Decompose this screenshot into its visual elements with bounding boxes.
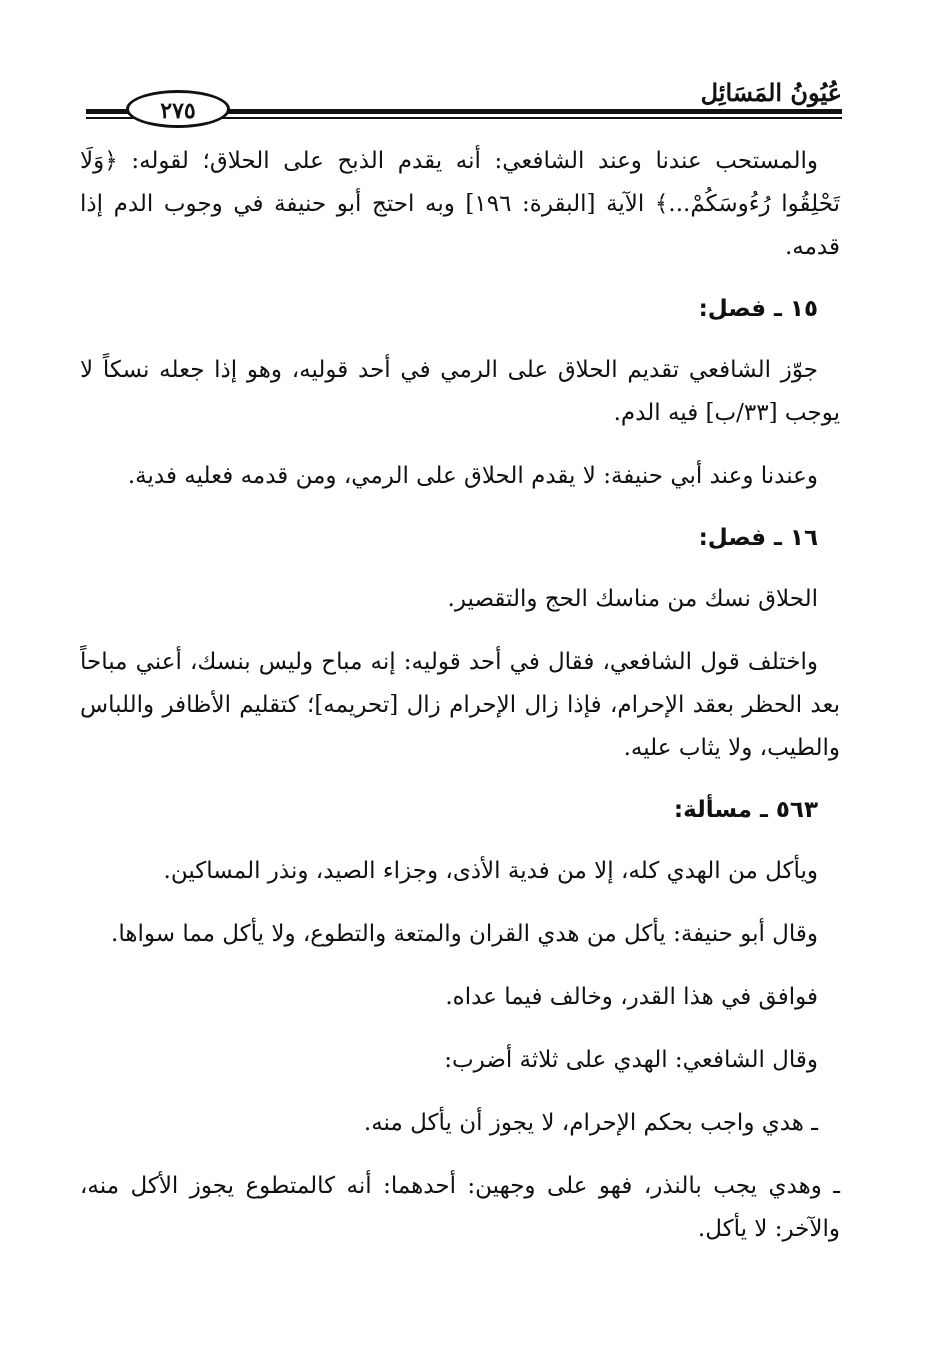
paragraph: والمستحب عندنا وعند الشافعي: أنه يقدم الذبح على الحلاق؛ لقوله: ﴿وَلَا تَحْلِقُوا رُءُوسَكُمْ...﴾ الآية [البقرة: ١٩٦] وبه احتج أبو حنيفة في وجوب الدم إذا قدمه. bbox=[80, 148, 840, 260]
section-heading bbox=[80, 518, 840, 558]
paragraph: ويأكل من الهدي كله، إلا من فدية الأذى، وجزاء الصيد، ونذر المساكين. bbox=[163, 858, 818, 884]
paragraph: واختلف قول الشافعي، فقال في أحد قوليه: إنه مباح وليس بنسك، أعني مباحاً بعد الحظر بعقد الإحرام، فإذا زال الإحرام زال [تحريمه]؛ كتقليم الأظافر واللباس والطيب، ولا يثاب عليه. bbox=[80, 649, 840, 761]
paragraph: وقال الشافعي: الهدي على ثلاثة أضرب: bbox=[444, 1047, 818, 1073]
page-number: ٢٧٥ bbox=[126, 90, 230, 128]
section-heading-text: ١٦ ـ فصل: bbox=[698, 525, 818, 551]
page-header bbox=[86, 72, 842, 126]
paragraph: الحلاق نسك من مناسك الحج والتقصير. bbox=[447, 586, 818, 612]
section-heading-text: ١٥ ـ فصل: bbox=[698, 296, 818, 322]
issue-heading bbox=[80, 790, 840, 830]
paragraph: وقال أبو حنيفة: يأكل من هدي القران والمتعة والتطوع، ولا يأكل مما سواها. bbox=[111, 921, 818, 947]
paragraph: فوافق في هذا القدر، وخالف فيما عداه. bbox=[445, 984, 818, 1010]
section-heading bbox=[80, 289, 840, 329]
issue-heading-text: ٥٦٣ ـ مسألة: bbox=[673, 797, 818, 823]
list-item: ـ وهدي يجب بالنذر، فهو على وجهين: أحدهما: أنه كالمتطوع يجوز الأكل منه، والآخر: لا يأكل. bbox=[80, 1173, 840, 1242]
paragraph: جوّز الشافعي تقديم الحلاق على الرمي في أحد قوليه، وهو إذا جعله نسكاً لا يوجب [٣٣/ب] فيه الدم. bbox=[80, 357, 840, 426]
page-body bbox=[80, 140, 840, 1271]
list-item: ـ هدي واجب بحكم الإحرام، لا يجوز أن يأكل منه. bbox=[363, 1110, 818, 1136]
paragraph: وعندنا وعند أبي حنيفة: لا يقدم الحلاق على الرمي، ومن قدمه فعليه فدية. bbox=[127, 463, 818, 489]
book-title: عُيُونُ المَسَائِل bbox=[700, 78, 842, 107]
